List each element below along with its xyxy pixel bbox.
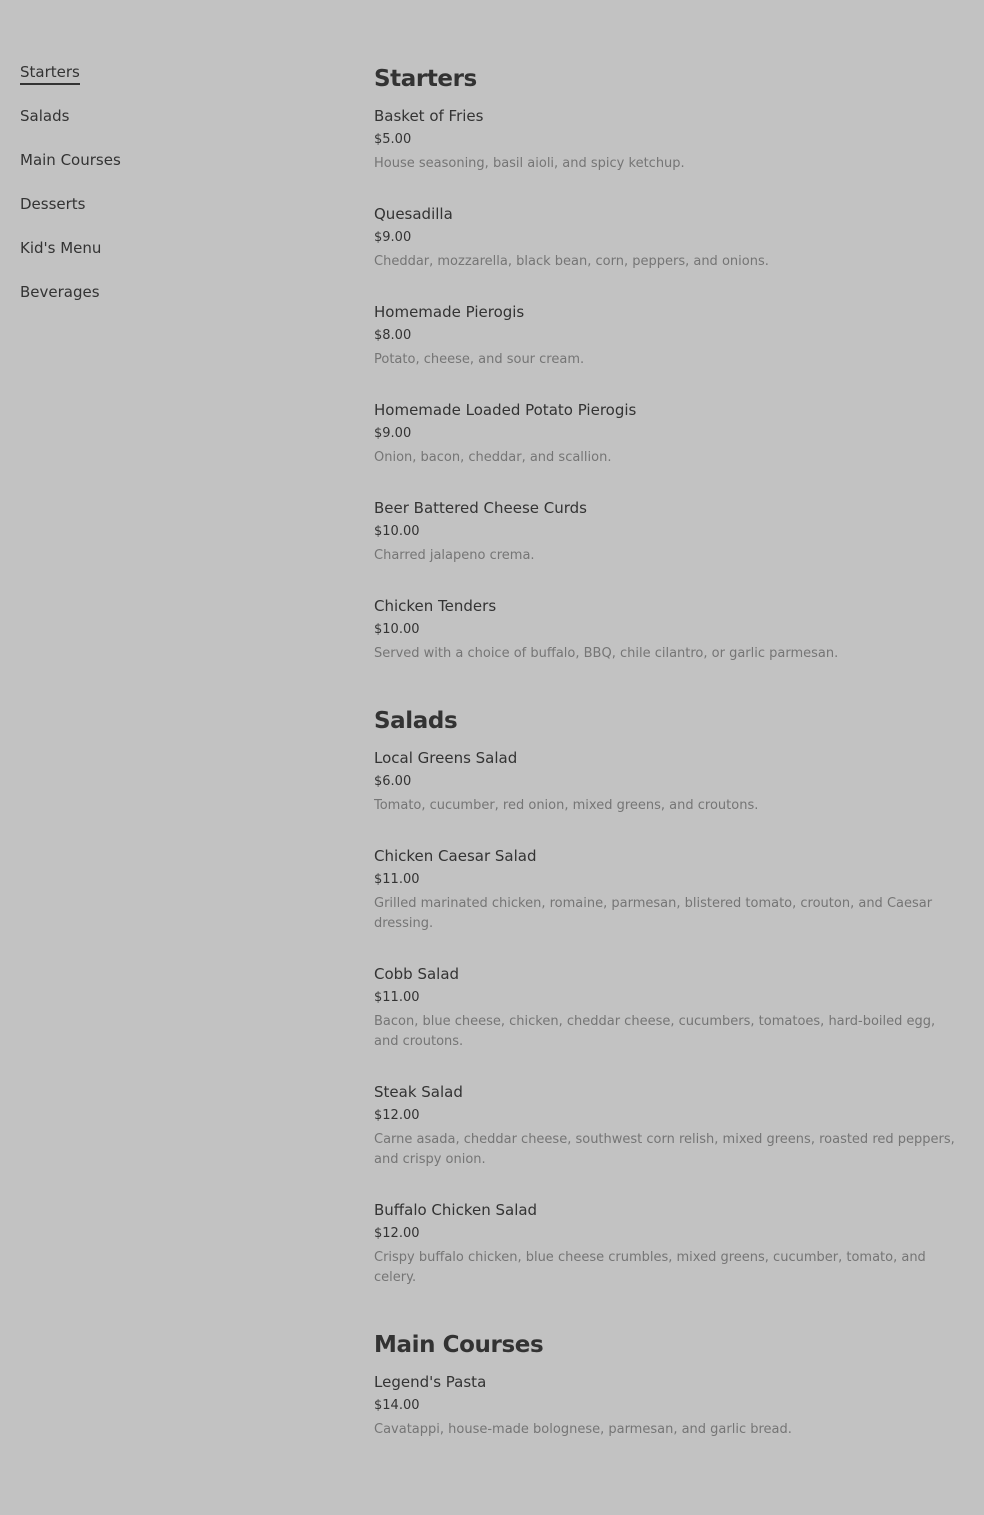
section-salads bbox=[374, 706, 956, 1288]
menu-item bbox=[374, 748, 956, 816]
item-description: Tomato, cucumber, red onion, mixed greens, and croutons. bbox=[374, 798, 759, 813]
item-name: Local Greens Salad bbox=[374, 749, 518, 767]
item-price: $5.00 bbox=[374, 132, 412, 147]
item-price: $12.00 bbox=[374, 1108, 420, 1123]
item-description: Served with a choice of buffalo, BBQ, chile cilantro, or garlic parmesan. bbox=[374, 646, 839, 661]
item-name: Cobb Salad bbox=[374, 965, 460, 983]
item-description: Crispy buffalo chicken, blue cheese crumbles, mixed greens, cucumber, tomato, and celery. bbox=[374, 1250, 926, 1285]
item-price: $11.00 bbox=[374, 990, 420, 1005]
item-price: $12.00 bbox=[374, 1226, 420, 1241]
item-price: $10.00 bbox=[374, 622, 420, 637]
menu-item bbox=[374, 1372, 956, 1440]
section-starters bbox=[374, 64, 956, 664]
item-description: Charred jalapeno crema. bbox=[374, 548, 535, 563]
nav-item-desserts[interactable]: Desserts bbox=[20, 195, 86, 213]
item-name: Buffalo Chicken Salad bbox=[374, 1201, 538, 1219]
item-description: Onion, bacon, cheddar, and scallion. bbox=[374, 450, 612, 465]
item-description: Cavatappi, house-made bolognese, parmesan, and garlic bread. bbox=[374, 1422, 792, 1437]
item-name: Basket of Fries bbox=[374, 107, 484, 125]
item-name: Homemade Pierogis bbox=[374, 303, 525, 321]
item-description: Carne asada, cheddar cheese, southwest corn relish, mixed greens, roasted red peppers, and crispy onion. bbox=[374, 1132, 955, 1167]
item-name: Chicken Tenders bbox=[374, 597, 497, 615]
menu-item bbox=[374, 106, 956, 174]
item-name: Steak Salad bbox=[374, 1083, 463, 1101]
nav-item-salads[interactable]: Salads bbox=[20, 107, 70, 125]
menu-item bbox=[374, 846, 956, 934]
menu-category-nav bbox=[20, 62, 320, 326]
menu-item bbox=[374, 596, 956, 664]
nav-item-kids-menu[interactable]: Kid's Menu bbox=[20, 239, 102, 257]
item-price: $10.00 bbox=[374, 524, 420, 539]
item-description: Potato, cheese, and sour cream. bbox=[374, 352, 585, 367]
section-title: Salads bbox=[374, 708, 458, 734]
item-name: Homemade Loaded Potato Pierogis bbox=[374, 401, 637, 419]
section-main-courses bbox=[374, 1330, 956, 1440]
nav-item-beverages[interactable]: Beverages bbox=[20, 283, 100, 301]
item-price: $14.00 bbox=[374, 1398, 420, 1413]
item-name: Beer Battered Cheese Curds bbox=[374, 499, 587, 517]
section-title: Main Courses bbox=[374, 1332, 544, 1358]
menu-item bbox=[374, 498, 956, 566]
item-description: Grilled marinated chicken, romaine, parmesan, blistered tomato, crouton, and Caesar dressing. bbox=[374, 896, 933, 931]
item-description: House seasoning, basil aioli, and spicy ketchup. bbox=[374, 156, 685, 171]
item-price: $6.00 bbox=[374, 774, 412, 789]
item-price: $11.00 bbox=[374, 872, 420, 887]
item-description: Cheddar, mozzarella, black bean, corn, peppers, and onions. bbox=[374, 254, 769, 269]
menu-item bbox=[374, 1082, 956, 1170]
menu-item bbox=[374, 302, 956, 370]
nav-item-starters[interactable]: Starters bbox=[20, 62, 80, 85]
menu-item bbox=[374, 964, 956, 1052]
menu-item bbox=[374, 1200, 956, 1288]
item-name: Quesadilla bbox=[374, 205, 453, 223]
nav-item-main-courses[interactable]: Main Courses bbox=[20, 151, 121, 169]
item-price: $9.00 bbox=[374, 230, 412, 245]
item-name: Legend's Pasta bbox=[374, 1373, 487, 1391]
item-price: $9.00 bbox=[374, 426, 412, 441]
item-price: $8.00 bbox=[374, 328, 412, 343]
menu-item bbox=[374, 400, 956, 468]
menu-item bbox=[374, 204, 956, 272]
item-description: Bacon, blue cheese, chicken, cheddar cheese, cucumbers, tomatoes, hard-boiled egg, and croutons. bbox=[374, 1014, 936, 1049]
section-title: Starters bbox=[374, 66, 477, 92]
item-name: Chicken Caesar Salad bbox=[374, 847, 537, 865]
menu-content bbox=[374, 64, 956, 1482]
